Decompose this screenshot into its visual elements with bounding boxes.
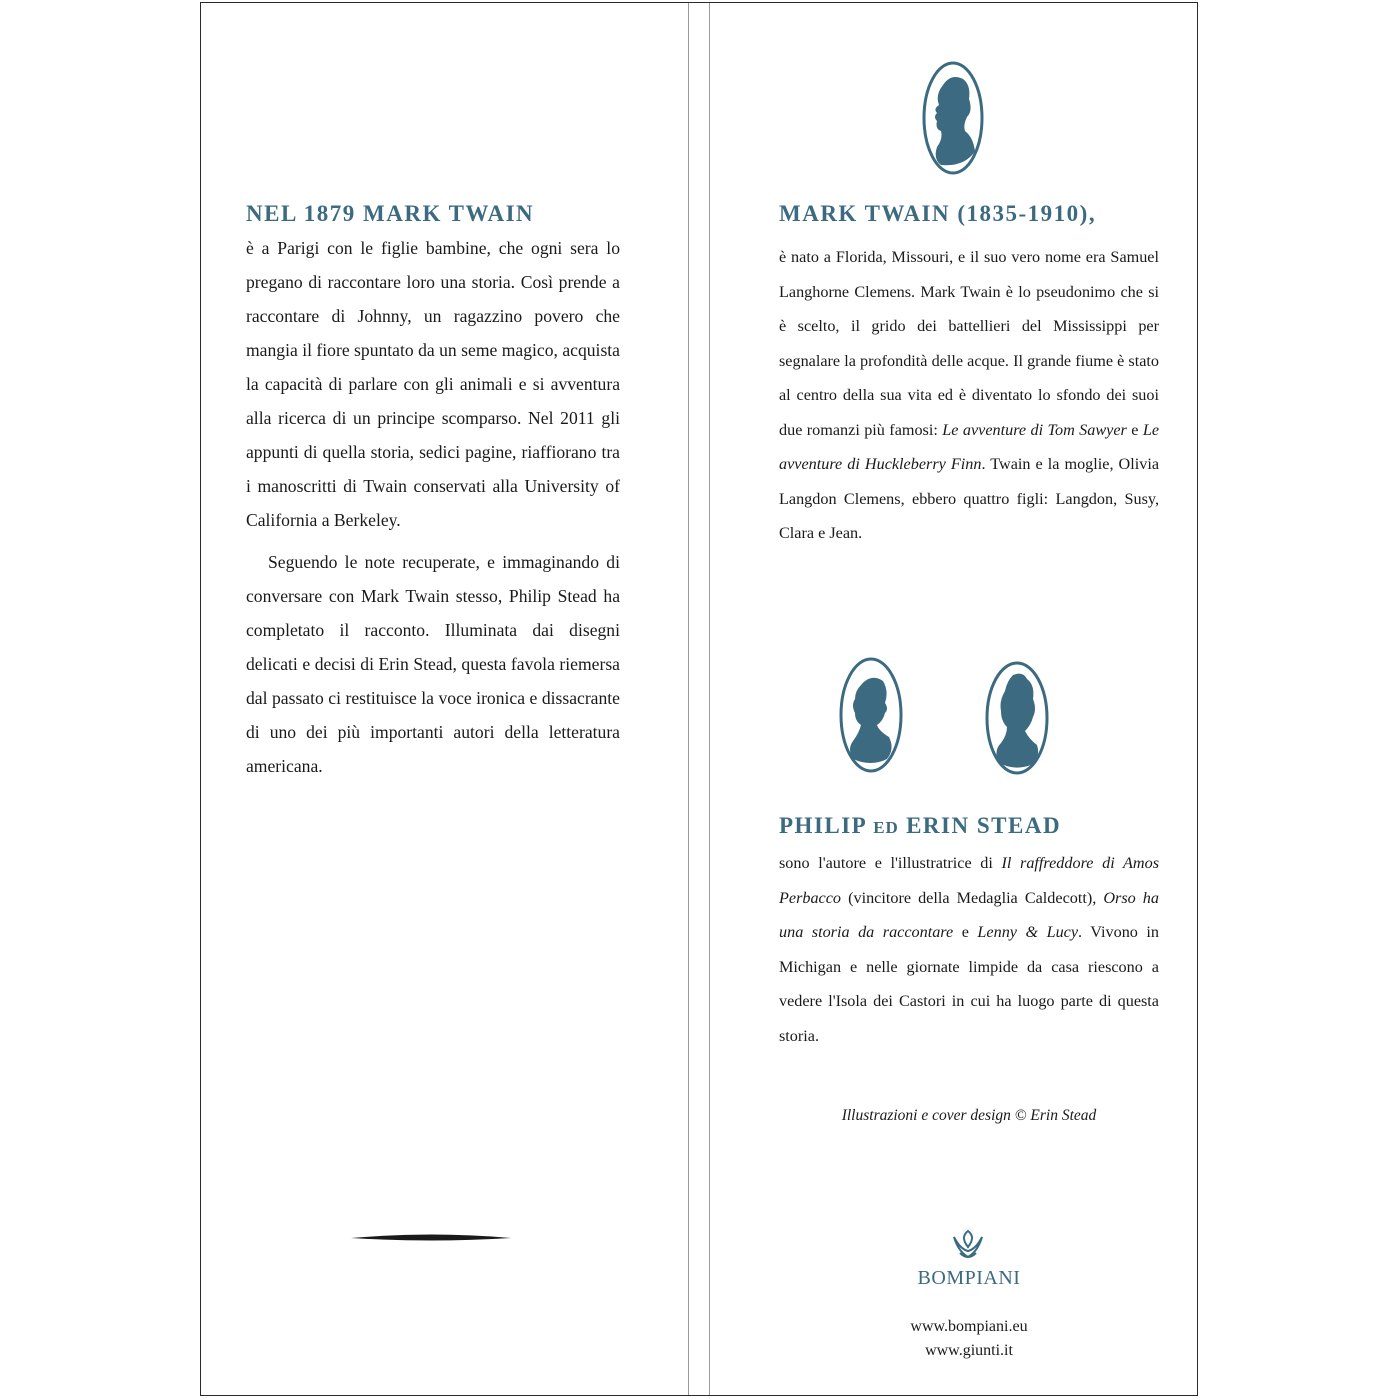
left-body xyxy=(246,231,620,783)
tom-sawyer-title: Le avventure di Tom Sawyer xyxy=(942,420,1127,439)
stead-heading-conjunction: ED xyxy=(873,818,899,837)
fold-line-right xyxy=(709,3,710,1395)
twain-bio-text-1: è nato a Florida, Missouri, e il suo vero nome era Samuel Langhorne Clemens. Mark Twain è lo pseudonimo che si è scelto, il grido dei battellieri del Mississippi per segnalare la profondità delle acque. Il grande fiume è stato al centro della sua vita ed è diventato lo sfondo dei suoi due romanzi più famosi: xyxy=(779,248,1159,439)
stead-heading-philip: PHILIP xyxy=(779,813,866,838)
stead-heading xyxy=(779,813,1061,839)
left-flap xyxy=(246,201,620,783)
orso-title: Orso ha una storia da raccontare xyxy=(779,888,1159,941)
twain-bio-conj: e xyxy=(1126,420,1143,439)
twain-bio-text-2: . Twain e la moglie, Olivia Langdon Clemens, ebbero quattro figli: Langdon, Susy, Clara e Jean. xyxy=(779,455,1160,542)
twain-bio-paragraph xyxy=(779,240,1159,551)
stead-bio xyxy=(779,846,1159,1053)
publisher-name: BOMPIANI xyxy=(917,1267,1021,1289)
stead-bio-text-2: (vincitore della Medaglia Caldecott), xyxy=(841,888,1104,907)
stead-bio-paragraph xyxy=(779,846,1159,1053)
publisher-url-link[interactable]: www.giunti.it xyxy=(925,1342,1013,1359)
publisher-urls xyxy=(779,1315,1159,1363)
left-paragraph-2: Seguendo le note recuperate, e immaginando di conversare con Mark Twain stesso, Philip Stead ha completato il racconto. Illuminata dai disegni delicati e decisi di Erin Stead, questa favola riemersa dal passato ci restituisce la voce ironica e dissacrante di uno dei più importanti autori della letteratura americana. xyxy=(246,552,620,776)
left-paragraph-1: è a Parigi con le figlie bambine, che ogni sera lo pregano di raccontare loro una storia. Così prende a raccontare di Johnny, un ragazzino povero che mangia il fiore spuntato da un seme magico, acquista la capacità di parlare con gli animali e si avventura alla ricerca di un principe scomparso. Nel 2011 gli appunti di quella storia, sedici pagine, riaffiorano tra i manoscritti di Twain conservati alla University of California a Berkeley. xyxy=(246,238,620,530)
lenny-lucy-title: Lenny & Lucy xyxy=(977,923,1079,941)
philip-stead-portrait-cameo xyxy=(837,655,905,775)
book-jacket-flaps xyxy=(200,2,1198,1396)
publisher-url-link[interactable]: www.bompiani.eu xyxy=(910,1318,1028,1335)
twain-bio xyxy=(779,240,1159,551)
bompiani-logo-icon xyxy=(948,1227,988,1263)
stead-heading-erin: ERIN STEAD xyxy=(906,813,1062,838)
stead-bio-text-1: sono l'autore e l'illustratrice di xyxy=(779,854,1002,872)
right-flap xyxy=(779,3,1159,1393)
left-heading: NEL 1879 MARK TWAIN xyxy=(246,201,535,226)
erin-stead-portrait-cameo xyxy=(983,659,1051,777)
stead-bio-text-3: e xyxy=(953,923,978,941)
decorative-rule xyxy=(349,1231,513,1245)
mark-twain-portrait-cameo xyxy=(921,59,985,177)
huckleberry-finn-title: Le avventure di Huckleberry Finn xyxy=(779,420,1160,473)
amos-perbacco-title: Il raffreddore di Amos Perbacco xyxy=(779,854,1160,907)
illustration-credit: Illustrazioni e cover design © Erin Stead xyxy=(841,1107,1097,1124)
fold-line-left xyxy=(688,3,689,1395)
stead-bio-text-4: . Vivono in Michigan e nelle giornate limpide da casa riescono a vedere l'Isola dei Castori in cui ha luogo parte di questa storia. xyxy=(779,923,1159,1045)
twain-heading: MARK TWAIN (1835-1910), xyxy=(779,201,1097,226)
